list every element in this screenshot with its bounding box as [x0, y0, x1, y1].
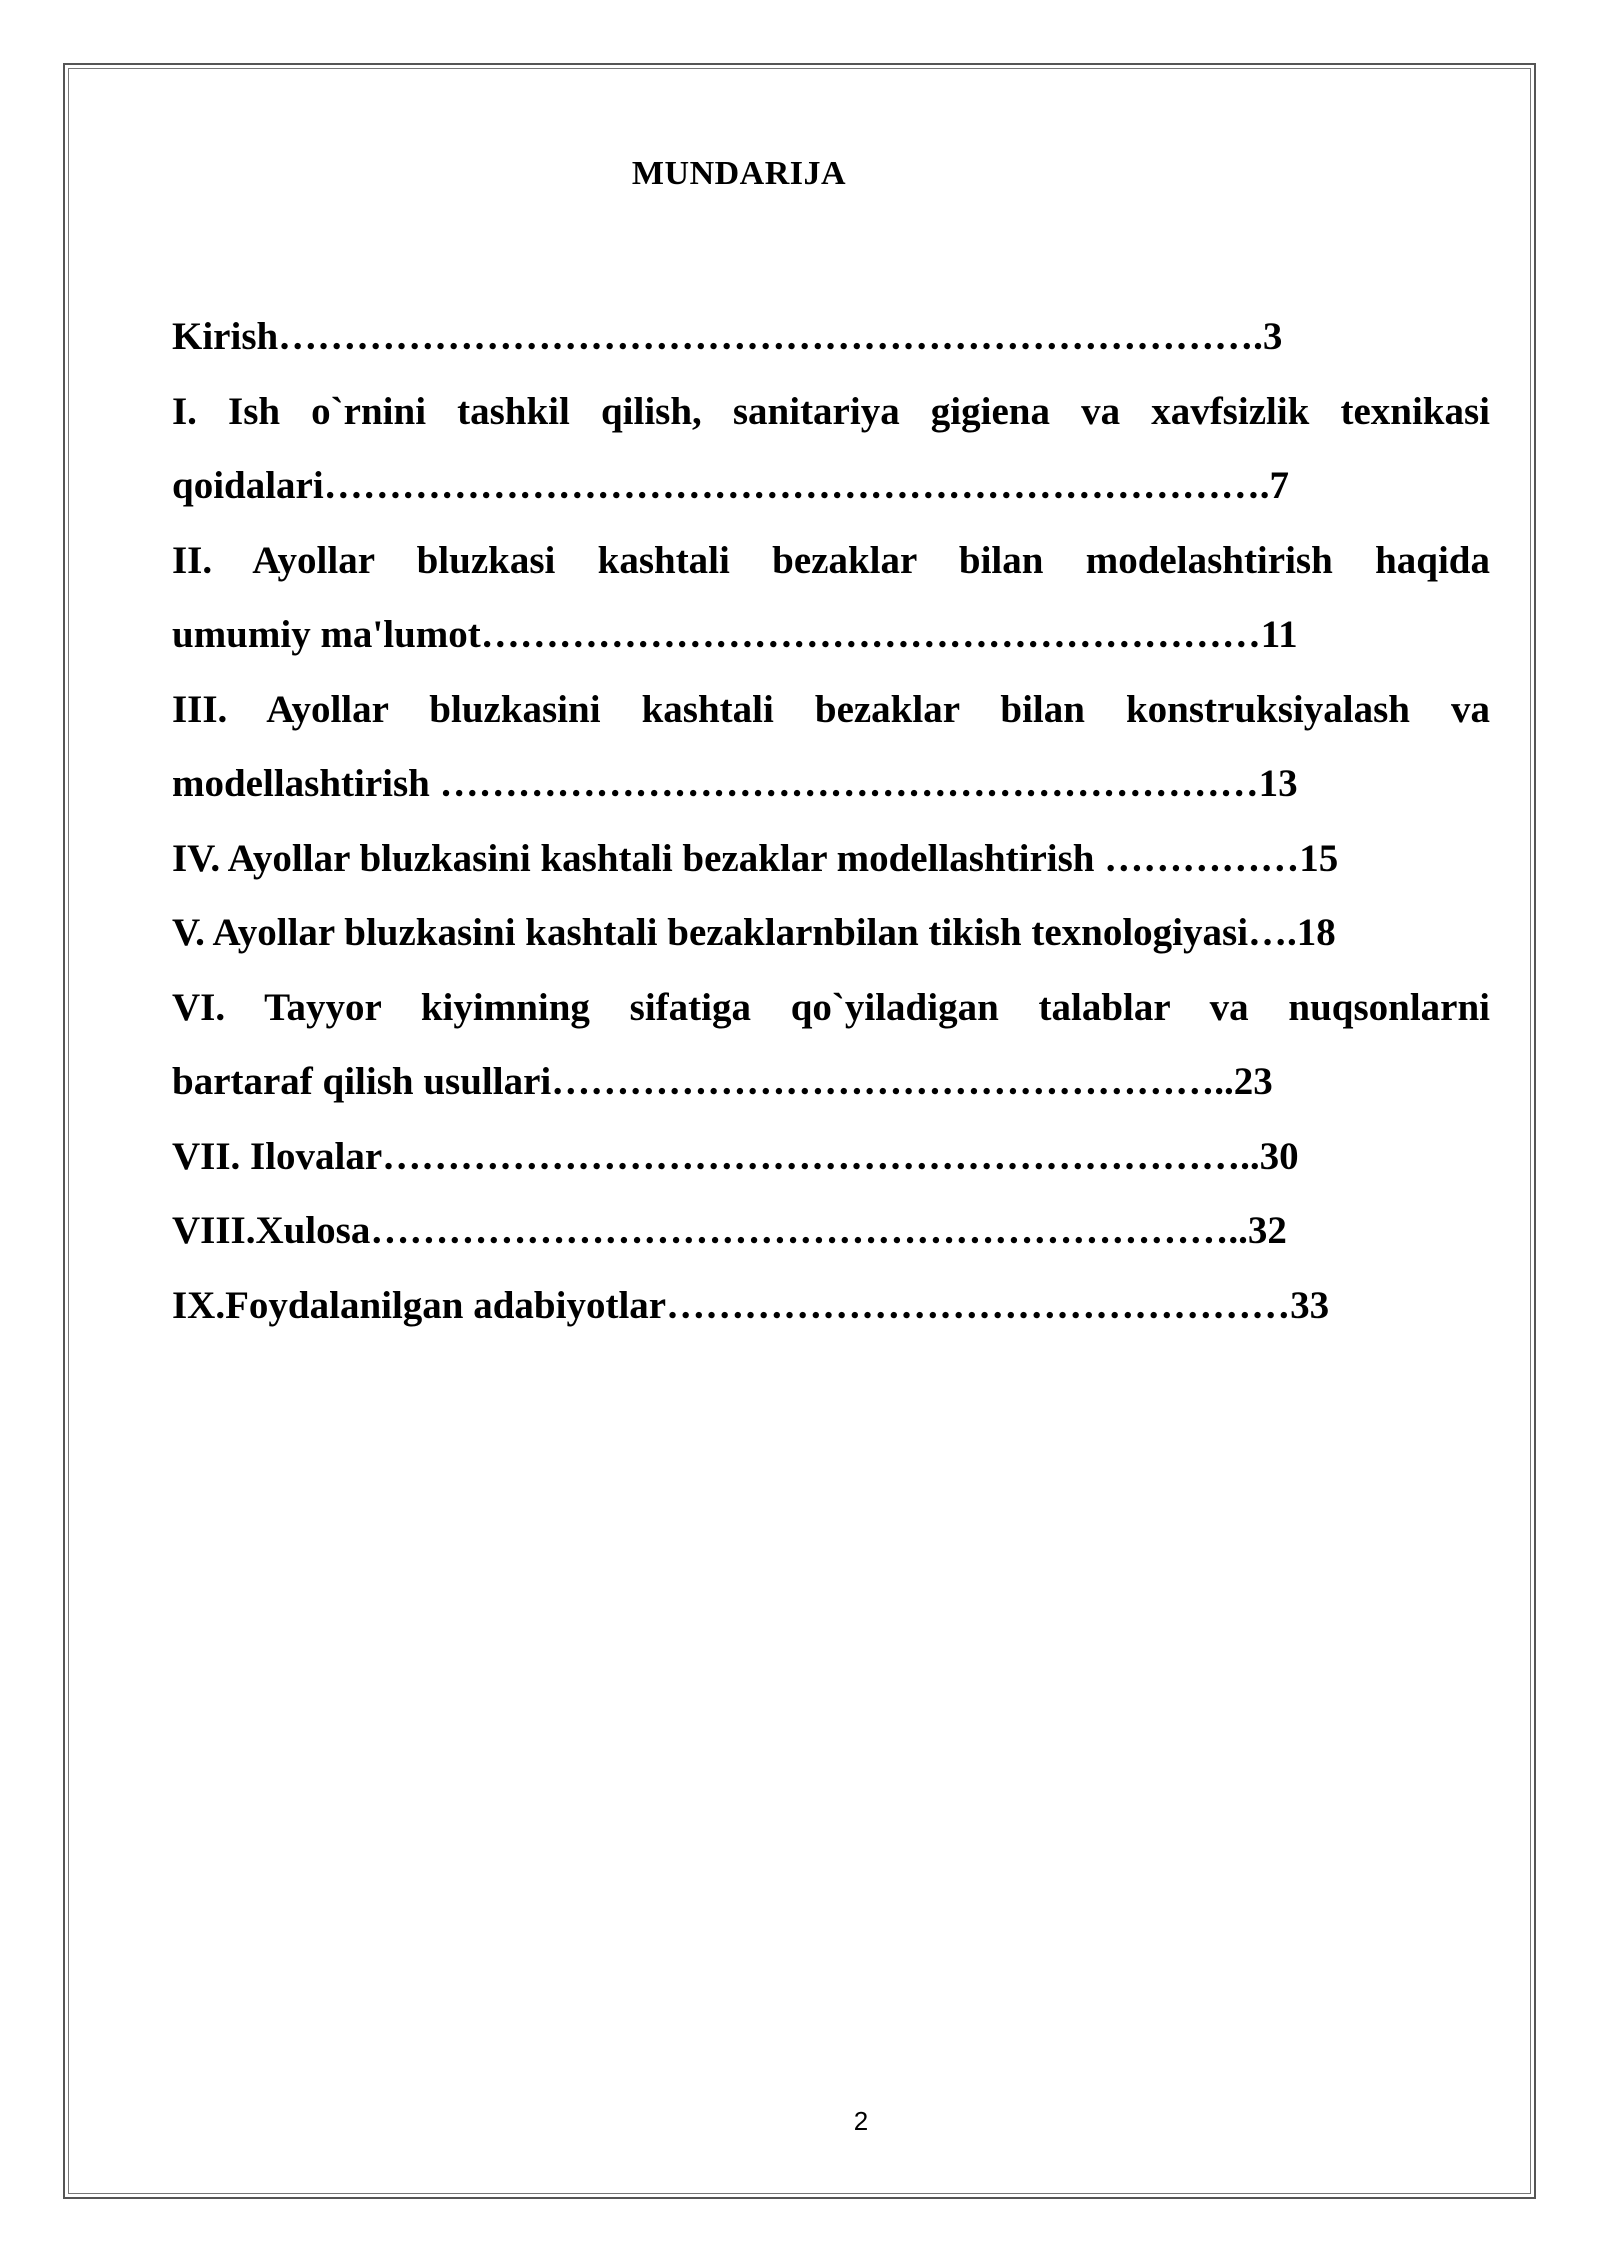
toc-line: modellashtirish ………………………………………………………13 [172, 762, 1298, 805]
toc-line: umumiy ma'lumot……………………………………………………11 [172, 613, 1298, 656]
toc-line: VI. Tayyor kiyimning sifatiga qo`yiladigan talablar va nuqsonlarni [172, 985, 1490, 1029]
toc-line: IV. Ayollar bluzkasini kashtali bezaklar modellashtirish ……………15 [172, 836, 1339, 880]
toc-entry-chapter-1[interactable] [172, 375, 1490, 524]
toc-entry-chapter-3[interactable] [172, 673, 1490, 822]
toc-entry-references[interactable] [172, 1269, 1490, 1344]
toc-line: III. Ayollar bluzkasini kashtali bezaklar bilan konstruksiyalash va [172, 687, 1490, 731]
page-number: 2 [853, 2106, 869, 2136]
toc-entry-chapter-7[interactable] [172, 1120, 1490, 1195]
toc-line: VII. Ilovalar…………………………………………………………..30 [172, 1134, 1299, 1178]
toc-line: I. Ish o`rnini tashkil qilish, sanitariya gigiena va xavfsizlik texnikasi [172, 389, 1490, 433]
toc-heading: MUNDARIJA [631, 155, 847, 192]
table-of-contents [172, 300, 1490, 1343]
toc-entry-chapter-4[interactable] [172, 822, 1490, 897]
toc-line: V. Ayollar bluzkasini kashtali bezaklarnbilan tikish texnologiyasi….18 [172, 911, 1336, 954]
toc-line: IX.Foydalanilgan adabiyotlar…………………………………………33 [172, 1283, 1330, 1327]
toc-line: VIII.Xulosa…………………………………………………………..32 [172, 1209, 1287, 1252]
toc-line: Kirish………………………………………………………………….3 [172, 315, 1283, 358]
toc-entry-chapter-5[interactable] [172, 896, 1490, 971]
toc-entry-chapter-2[interactable] [172, 524, 1490, 673]
toc-entry-introduction[interactable] [172, 300, 1490, 375]
toc-entry-chapter-6[interactable] [172, 971, 1490, 1120]
toc-line: qoidalari……………………………………………………………….7 [172, 464, 1289, 507]
toc-line: II. Ayollar bluzkasi kashtali bezaklar bilan modelashtirish haqida [172, 538, 1490, 582]
toc-entry-conclusion[interactable] [172, 1194, 1490, 1269]
toc-line: bartaraf qilish usullari……………………………………………..23 [172, 1060, 1273, 1103]
